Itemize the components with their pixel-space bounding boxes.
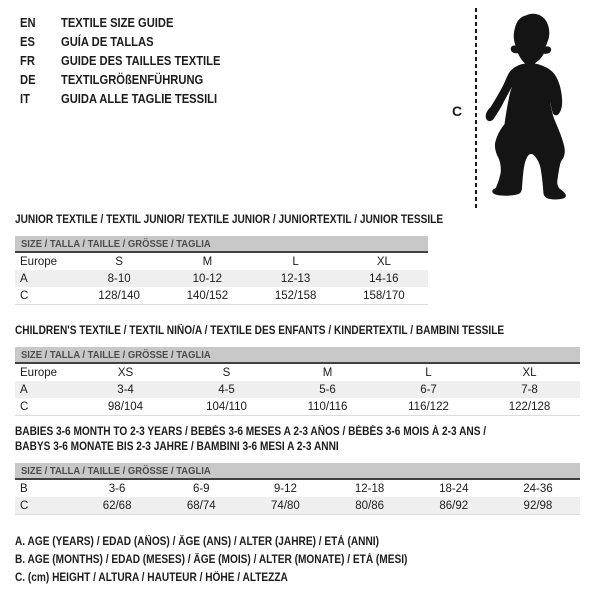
- size-cell: 74/80: [271, 499, 300, 512]
- size-cell: L: [292, 255, 299, 268]
- legend-line: A. AGE (YEARS) / EDAD (AÑOS) / ÂGE (ANS) / ALTER (JAHRE) / ETÀ (ANNI): [15, 536, 379, 548]
- language-title: GUÍA DE TALLAS: [61, 34, 154, 49]
- measure-legend: [15, 533, 585, 587]
- row-label: C: [20, 499, 29, 512]
- row-label: Europe: [20, 366, 58, 379]
- height-dashed-line: [475, 8, 477, 210]
- language-code: FR: [20, 53, 35, 68]
- size-table: [15, 480, 580, 515]
- size-cell: XL: [376, 255, 391, 268]
- row-label: C: [20, 289, 29, 302]
- row-label: B: [20, 482, 28, 495]
- size-cell: M: [202, 255, 213, 268]
- height-measure-label: C: [452, 103, 463, 119]
- row-label: A: [20, 272, 28, 285]
- size-cell: 158/170: [363, 289, 405, 302]
- size-cell: 152/158: [274, 289, 317, 302]
- table-row: [15, 398, 580, 415]
- size-cell: 62/68: [102, 499, 132, 512]
- size-cell: 110/116: [307, 400, 348, 413]
- size-cell: 3-6: [108, 482, 126, 495]
- language-row: [20, 32, 246, 51]
- size-header-bar: [15, 347, 580, 364]
- size-cell: 5-6: [319, 383, 336, 396]
- size-cell: 140/152: [186, 289, 229, 302]
- section-heading-line: JUNIOR TEXTILE / TEXTIL JUNIOR/ TEXTILE JUNIOR / JUNIORTEXTIL / JUNIOR TESSILE: [15, 214, 444, 226]
- language-title-list: [20, 13, 246, 108]
- size-cell: 3-4: [117, 383, 134, 396]
- language-code: EN: [20, 15, 36, 30]
- table-row: [15, 287, 428, 304]
- size-cell: 10-12: [192, 272, 223, 285]
- size-cell: 86/92: [439, 499, 469, 512]
- size-cell: L: [425, 366, 432, 379]
- size-table-section: [15, 425, 585, 515]
- size-cell: 24-36: [523, 482, 553, 495]
- size-cell: 80/86: [355, 499, 384, 512]
- table-row: [15, 480, 580, 497]
- size-cell: 104/110: [206, 400, 247, 413]
- size-cell: 8-10: [107, 272, 131, 285]
- language-code: DE: [20, 72, 36, 87]
- size-cell: XL: [522, 366, 537, 379]
- size-header-label: SIZE / TALLA / TAILLE / GRÖSSE / TAGLIA: [21, 465, 211, 477]
- size-cell: 128/140: [98, 289, 140, 302]
- size-cell: 18-24: [439, 482, 469, 495]
- section-heading-line: BABIES 3-6 MONTH TO 2-3 YEARS / BEBÉS 3-6 MESES A 2-3 AÑOS / BÉBÉS 3-6 MOIS À 2-3 ANS /: [15, 426, 487, 438]
- size-cell: 4-5: [218, 383, 235, 396]
- size-cell: 9-12: [273, 482, 297, 495]
- size-tables-area: [15, 213, 585, 587]
- language-code: ES: [20, 34, 35, 49]
- size-cell: 6-7: [420, 383, 437, 396]
- row-label: C: [20, 400, 29, 413]
- row-label: Europe: [20, 255, 58, 268]
- size-cell: 116/122: [408, 400, 449, 413]
- size-cell: S: [115, 255, 123, 268]
- language-title: GUIDE DES TAILLES TEXTILE: [61, 53, 221, 68]
- table-row: [15, 253, 428, 270]
- section-heading: [15, 425, 585, 455]
- section-heading: [15, 324, 585, 339]
- size-cell: 6-9: [192, 482, 210, 495]
- size-cell: 92/98: [523, 499, 553, 512]
- legend-line: B. AGE (MONTHS) / EDAD (MESES) / ÂGE (MOIS) / ALTER (MONATE) / ETÀ (MESI): [15, 554, 408, 566]
- toddler-silhouette-icon: [482, 6, 597, 207]
- size-cell: 12-13: [280, 272, 311, 285]
- section-heading-line: BABYS 3-6 MONATE BIS 2-3 JAHRE / BAMBINI 3-6 MESI A 2-3 ANNI: [15, 441, 339, 453]
- language-row: [20, 89, 246, 108]
- size-table-section: [15, 213, 585, 305]
- language-code: IT: [20, 91, 30, 106]
- language-title: GUIDA ALLE TAGLIE TESSILI: [61, 91, 218, 106]
- size-cell: M: [322, 366, 333, 379]
- section-heading: [15, 213, 585, 228]
- language-row: [20, 13, 246, 32]
- size-header-label: SIZE / TALLA / TAILLE / GRÖSSE / TAGLIA: [21, 238, 211, 250]
- size-cell: 14-16: [369, 272, 399, 285]
- row-label: A: [20, 383, 28, 396]
- language-title: TEXTILE SIZE GUIDE: [61, 15, 174, 30]
- size-header-label: SIZE / TALLA / TAILLE / GRÖSSE / TAGLIA: [21, 349, 211, 361]
- language-row: [20, 51, 246, 70]
- size-header-bar: [15, 463, 580, 480]
- size-table: [15, 364, 580, 416]
- size-header-bar: [15, 236, 428, 253]
- table-row: [15, 381, 580, 398]
- size-cell: 12-18: [354, 482, 385, 495]
- size-table: [15, 253, 428, 305]
- size-table-section: [15, 324, 585, 416]
- table-row: [15, 270, 428, 287]
- legend-line: C. (cm) HEIGHT / ALTURA / HAUTEUR / HÖHE / ALTEZZA: [15, 572, 288, 584]
- size-cell: 68/74: [186, 499, 216, 512]
- size-cell: 122/128: [508, 400, 551, 413]
- size-cell: S: [222, 366, 231, 379]
- table-row: [15, 364, 580, 381]
- language-row: [20, 70, 246, 89]
- language-title: TEXTILGRÖßENFÜHRUNG: [61, 72, 204, 87]
- size-cell: 98/104: [107, 400, 144, 413]
- table-row: [15, 497, 580, 514]
- size-cell: 7-8: [521, 383, 538, 396]
- size-cell: XS: [117, 366, 134, 379]
- section-heading-line: CHILDREN'S TEXTILE / TEXTIL NIÑO/A / TEXTILE DES ENFANTS / KINDERTEXTIL / BAMBINI TESSILE: [15, 325, 505, 337]
